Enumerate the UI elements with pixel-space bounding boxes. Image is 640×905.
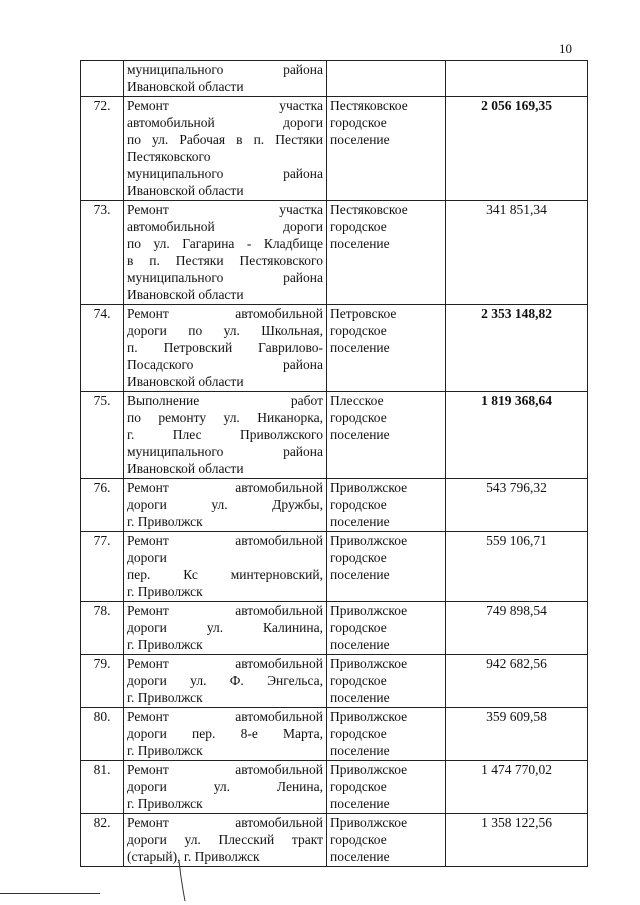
table-row xyxy=(81,532,588,602)
work-description-cell xyxy=(124,708,327,761)
settlement-line: городское xyxy=(330,410,387,425)
work-description-line: Ивановской области xyxy=(127,374,244,389)
settlement-cell xyxy=(327,655,446,708)
settlement-line: поселение xyxy=(330,637,390,652)
table-row xyxy=(81,305,588,392)
row-number-cell: 81. xyxy=(81,761,124,814)
row-number-cell: 72. xyxy=(81,97,124,201)
settlement-line: городское xyxy=(330,832,387,847)
settlement-cell xyxy=(327,305,446,392)
works-table-body xyxy=(81,61,588,867)
work-description-line: дороги ул. Калинина, xyxy=(127,620,323,635)
row-number-cell xyxy=(81,61,124,97)
amount-cell: 559 106,71 xyxy=(446,532,588,602)
settlement-line: городское xyxy=(330,779,387,794)
work-description-line: Ремонт автомобильной xyxy=(127,815,323,830)
settlement-line: поселение xyxy=(330,514,390,529)
work-description-line: дороги xyxy=(127,550,167,565)
page-number: 10 xyxy=(559,41,572,56)
table-row xyxy=(81,97,588,201)
settlement-line: Петровское xyxy=(330,306,397,321)
work-description-line: дороги ул. Ф. Энгельса, xyxy=(127,673,323,688)
work-description-line: пер. Кс минтерновский, xyxy=(127,567,323,582)
work-description-cell xyxy=(124,655,327,708)
table-row xyxy=(81,61,588,97)
amount-cell: 2 056 169,35 xyxy=(446,97,588,201)
work-description-line: Ремонт участка xyxy=(127,202,323,217)
work-description-line: Ивановской области xyxy=(127,287,244,302)
work-description-line: дороги ул. Дружбы, xyxy=(127,497,323,512)
work-description-cell xyxy=(124,814,327,867)
work-description-line: Ремонт автомобильной xyxy=(127,533,323,548)
amount-cell: 543 796,32 xyxy=(446,479,588,532)
work-description-line: Ремонт автомобильной xyxy=(127,480,323,495)
work-description-cell xyxy=(124,479,327,532)
work-description-line: муниципального района xyxy=(127,444,323,459)
settlement-cell xyxy=(327,602,446,655)
work-description-line: Ремонт автомобильной xyxy=(127,762,323,777)
settlement-line: Плесское xyxy=(330,393,384,408)
amount-cell: 1 358 122,56 xyxy=(446,814,588,867)
footnote-rule xyxy=(0,893,100,894)
table-row xyxy=(81,708,588,761)
settlement-line: городское xyxy=(330,726,387,741)
work-description-line: автомобильной дороги xyxy=(127,115,323,130)
work-description-line: дороги ул. Ленина, xyxy=(127,779,323,794)
work-description-line: г. Приволжск xyxy=(127,796,203,811)
row-number-cell: 76. xyxy=(81,479,124,532)
settlement-line: поселение xyxy=(330,340,390,355)
row-number-cell: 77. xyxy=(81,532,124,602)
work-description-line: Ивановской области xyxy=(127,79,244,94)
amount-cell: 1 474 770,02 xyxy=(446,761,588,814)
settlement-line: поселение xyxy=(330,427,390,442)
work-description-line: Ивановской области xyxy=(127,461,244,476)
settlement-line: Приволжское xyxy=(330,815,408,830)
amount-cell: 359 609,58 xyxy=(446,708,588,761)
work-description-line: муниципального района xyxy=(127,270,323,285)
work-description-cell xyxy=(124,532,327,602)
row-number-cell: 73. xyxy=(81,201,124,305)
work-description-line: в п. Пестяки Пестяковского xyxy=(127,253,323,268)
settlement-line: поселение xyxy=(330,849,390,864)
work-description-line: г. Приволжск xyxy=(127,690,203,705)
amount-cell xyxy=(446,61,588,97)
settlement-line: Приволжское xyxy=(330,656,408,671)
work-description-line: дороги пер. 8-е Марта, xyxy=(127,726,323,741)
work-description-cell xyxy=(124,201,327,305)
work-description-line: Ремонт автомобильной xyxy=(127,709,323,724)
work-description-line: дороги ул. Плесский тракт xyxy=(127,832,323,847)
settlement-line: поселение xyxy=(330,567,390,582)
settlement-line: городское xyxy=(330,620,387,635)
table-row xyxy=(81,201,588,305)
row-number-cell: 79. xyxy=(81,655,124,708)
settlement-line: поселение xyxy=(330,743,390,758)
row-number-cell: 75. xyxy=(81,392,124,479)
settlement-cell xyxy=(327,532,446,602)
row-number-cell: 80. xyxy=(81,708,124,761)
amount-cell: 2 353 148,82 xyxy=(446,305,588,392)
work-description-line: муниципального района xyxy=(127,166,323,181)
work-description-line: г. Приволжск xyxy=(127,584,203,599)
settlement-line: Приволжское xyxy=(330,480,408,495)
settlement-line: городское xyxy=(330,550,387,565)
settlement-line: поселение xyxy=(330,796,390,811)
settlement-cell xyxy=(327,97,446,201)
work-description-line: (старый), г. Приволжск xyxy=(127,849,260,864)
amount-cell: 749 898,54 xyxy=(446,602,588,655)
settlement-line: городское xyxy=(330,219,387,234)
work-description-line: по ремонту ул. Никанорка, xyxy=(127,410,323,425)
settlement-line: городское xyxy=(330,673,387,688)
work-description-line: Пестяковского xyxy=(127,149,211,164)
work-description-line: Ивановской области xyxy=(127,183,244,198)
amount-cell: 1 819 368,64 xyxy=(446,392,588,479)
settlement-cell xyxy=(327,814,446,867)
amount-cell: 341 851,34 xyxy=(446,201,588,305)
settlement-line: поселение xyxy=(330,132,390,147)
work-description-line: Посадского района xyxy=(127,357,323,372)
work-description-line: дороги по ул. Школьная, xyxy=(127,323,323,338)
settlement-line: городское xyxy=(330,497,387,512)
work-description-cell xyxy=(124,392,327,479)
amount-cell: 942 682,56 xyxy=(446,655,588,708)
work-description-cell xyxy=(124,602,327,655)
work-description-line: Выполнение работ xyxy=(127,393,323,408)
work-description-line: муниципального района xyxy=(127,62,323,77)
work-description-line: г. Плес Приволжского xyxy=(127,427,323,442)
row-number-cell: 74. xyxy=(81,305,124,392)
settlement-cell xyxy=(327,201,446,305)
work-description-line: по ул. Рабочая в п. Пестяки xyxy=(127,132,323,147)
settlement-cell xyxy=(327,479,446,532)
settlement-line: городское xyxy=(330,323,387,338)
table-row xyxy=(81,479,588,532)
work-description-line: Ремонт автомобильной xyxy=(127,306,323,321)
work-description-line: г. Приволжск xyxy=(127,514,203,529)
settlement-line: Пестяковское xyxy=(330,98,408,113)
row-number-cell: 82. xyxy=(81,814,124,867)
settlement-cell xyxy=(327,392,446,479)
works-table xyxy=(80,60,588,867)
table-row xyxy=(81,761,588,814)
settlement-cell xyxy=(327,708,446,761)
work-description-cell xyxy=(124,761,327,814)
settlement-line: поселение xyxy=(330,690,390,705)
settlement-cell xyxy=(327,761,446,814)
settlement-line: Приволжское xyxy=(330,709,408,724)
work-description-cell xyxy=(124,97,327,201)
settlement-line: городское xyxy=(330,115,387,130)
table-row xyxy=(81,602,588,655)
settlement-line: Приволжское xyxy=(330,762,408,777)
work-description-line: г. Приволжск xyxy=(127,743,203,758)
settlement-line: поселение xyxy=(330,236,390,251)
work-description-cell xyxy=(124,61,327,97)
work-description-line: Ремонт автомобильной xyxy=(127,656,323,671)
work-description-line: г. Приволжск xyxy=(127,637,203,652)
settlement-line: Приволжское xyxy=(330,533,408,548)
row-number-cell: 78. xyxy=(81,602,124,655)
table-row xyxy=(81,392,588,479)
work-description-line: п. Петровский Гаврилово- xyxy=(127,340,323,355)
work-description-line: автомобильной дороги xyxy=(127,219,323,234)
settlement-line: Приволжское xyxy=(330,603,408,618)
table-row xyxy=(81,655,588,708)
settlement-line: Пестяковское xyxy=(330,202,408,217)
work-description-line: Ремонт участка xyxy=(127,98,323,113)
work-description-cell xyxy=(124,305,327,392)
table-row xyxy=(81,814,588,867)
work-description-line: Ремонт автомобильной xyxy=(127,603,323,618)
pen-stroke-mark xyxy=(178,860,186,902)
work-description-line: по ул. Гагарина - Кладбище xyxy=(127,236,323,251)
settlement-cell xyxy=(327,61,446,97)
